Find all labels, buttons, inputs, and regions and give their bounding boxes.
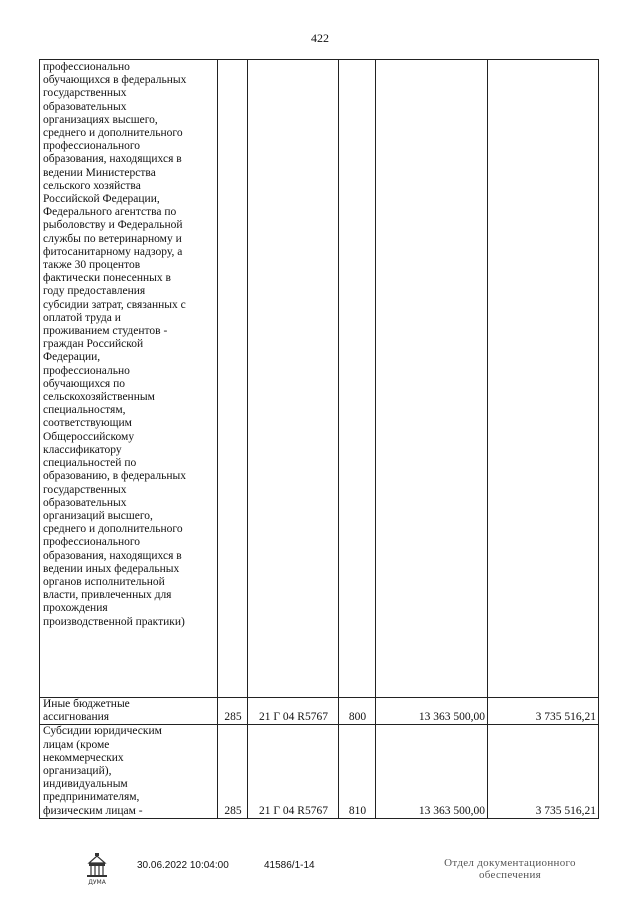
amount-planned-cell: 13 363 500,00 — [376, 698, 488, 725]
empty-cell — [248, 60, 339, 698]
page-footer — [0, 851, 640, 901]
duma-logo-icon — [82, 851, 112, 887]
department-stamp-text: Отдел документационного обеспечения — [444, 857, 576, 881]
table-row — [40, 698, 599, 725]
amount-executed-cell: 3 735 516,21 — [488, 698, 599, 725]
document-date: 30.06.2022 10:04:00 — [137, 860, 229, 871]
article-cell: 21 Г 04 R5767 — [248, 698, 339, 725]
department-stamp — [420, 857, 600, 881]
empty-cell — [488, 60, 599, 698]
empty-cell — [376, 60, 488, 698]
page-number: 422 — [311, 31, 329, 45]
document-number: 41586/1-14 — [264, 860, 315, 871]
empty-cell — [218, 60, 248, 698]
amount-planned-cell: 13 363 500,00 — [376, 725, 488, 818]
continuation-text-cell: профессионально обучающихся в федеральных государственных образовательных организациях высшего, среднего и дополнительного профессионального образования, находящихся в ведении Министерства сельского хозяйства Российской Федерации, Федерального агентства по рыболовству и Федеральной службы по ветеринарному и фитосанитарному надзору, а также 30 процентов фактически понесенных в году предоставления субсидии затрат, связанных с оплатой труда и проживанием студентов - граждан Российской Федерации, профессионально обучающихся по сельскохозяйственным специальностям, соответствующим Общероссийскому классификатору специальностей по образованию, в федеральных государственных образовательных организаций высшего, среднего и дополнительного профессионального образования, находящихся в ведении иных федеральных органов исполнительной власти, привлеченных для прохождения производственной практики) — [40, 60, 218, 698]
code-cell: 285 — [218, 698, 248, 725]
row-name-cell: Иные бюджетные ассигнования — [40, 698, 218, 725]
type-cell: 800 — [339, 698, 376, 725]
table-row — [40, 725, 599, 818]
row-name-cell: Субсидии юридическим лицам (кроме некоммерческих организаций), индивидуальным предпринимателям, физическим лицам - — [40, 725, 218, 818]
budget-table — [39, 59, 599, 819]
amount-executed-cell: 3 735 516,21 — [488, 725, 599, 818]
type-cell: 810 — [339, 725, 376, 818]
article-cell: 21 Г 04 R5767 — [248, 725, 339, 818]
svg-text:ДУМА: ДУМА — [88, 879, 106, 886]
table-row-continuation — [40, 60, 599, 698]
code-cell: 285 — [218, 725, 248, 818]
empty-cell — [339, 60, 376, 698]
